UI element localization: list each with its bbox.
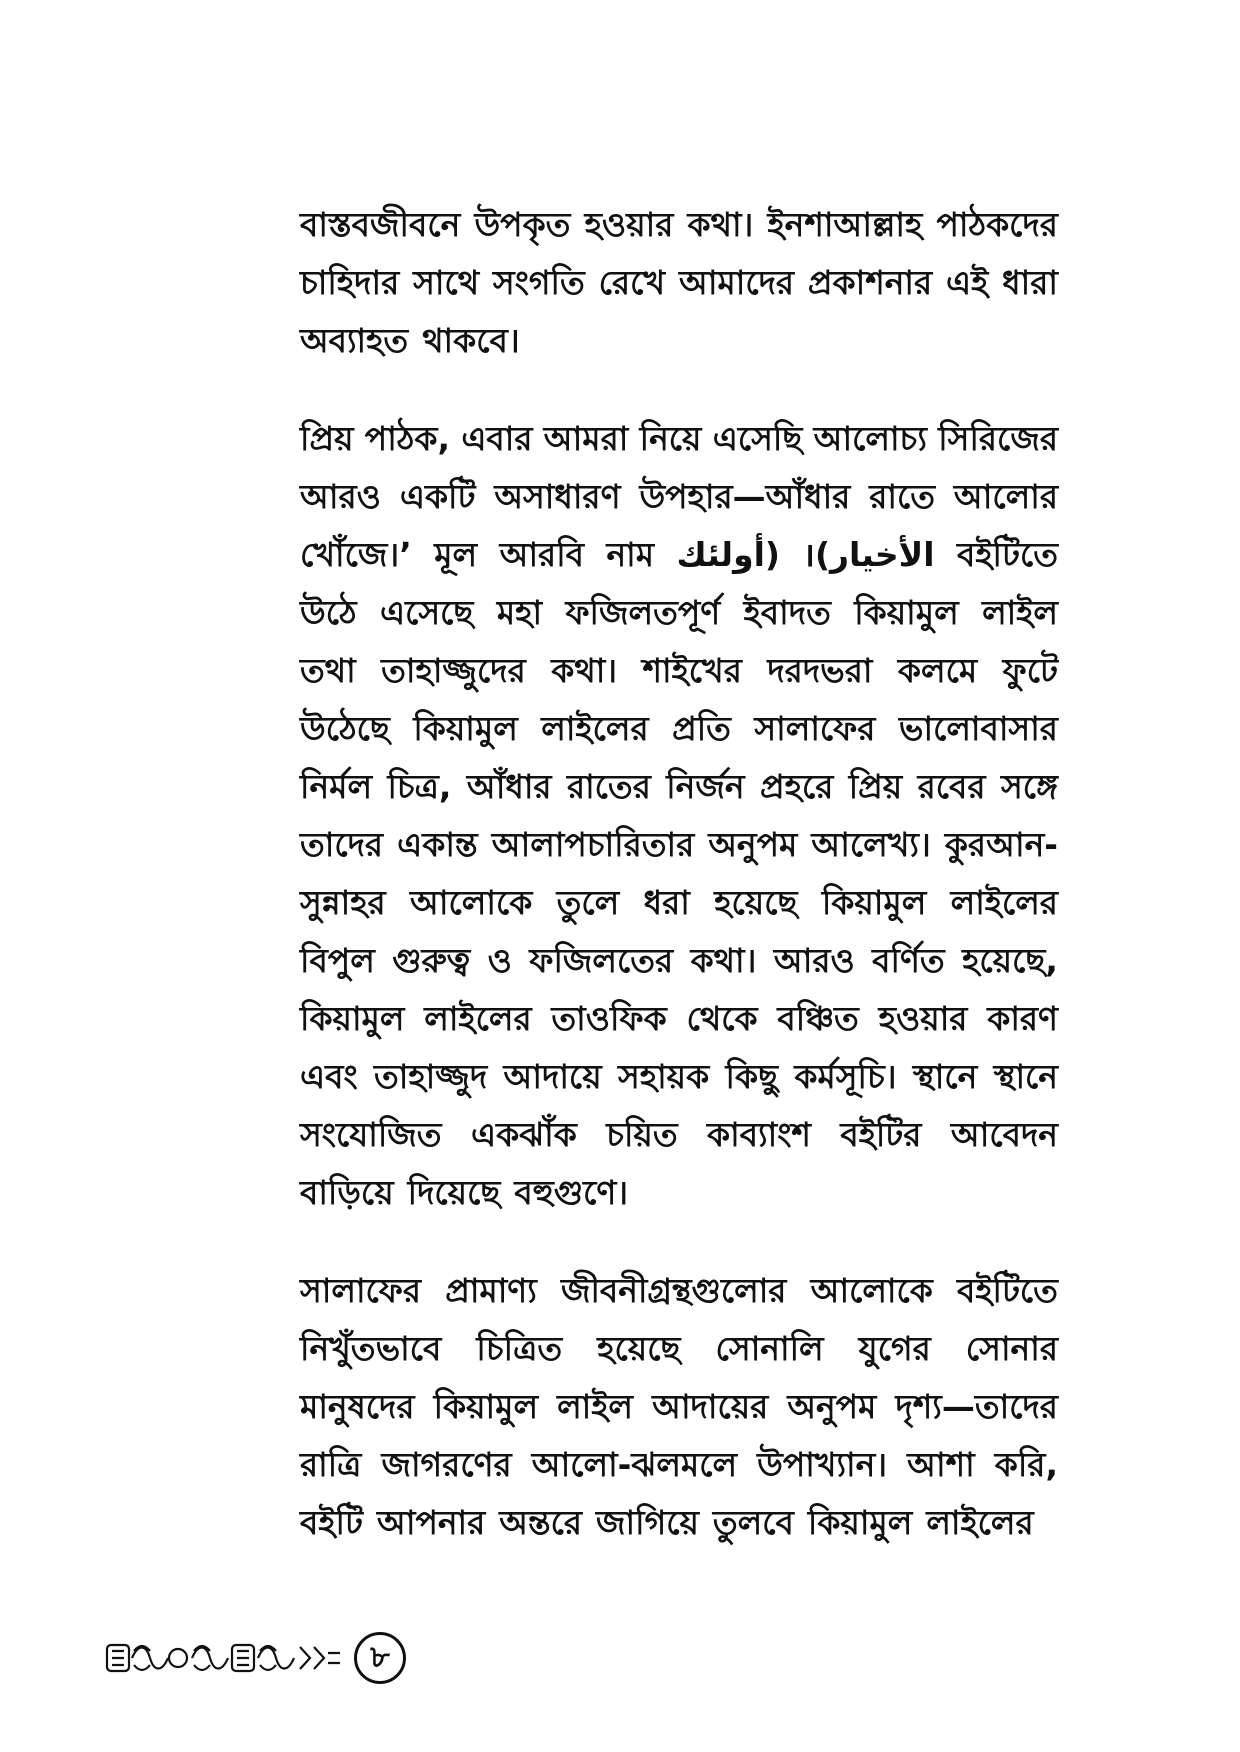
text-line: বিপুল গুরুত্ব ও ফজিলতের কথা। আরও বর্ণিত হয়েছে, xyxy=(300,941,1058,980)
text-line: বাড়িয়ে দিয়েছে বহুগুণে। xyxy=(300,1173,629,1212)
paragraph xyxy=(300,410,1058,1222)
text-line: তথা তাহাজ্জুদের কথা। শাইখের দরদভরা কলমে ফুটে xyxy=(300,651,1058,690)
page-number: ৮ xyxy=(354,1632,406,1684)
text-line: উঠে এসেছে মহা ফজিলতপূর্ণ ইবাদত কিয়ামুল লাইল xyxy=(300,593,1058,632)
text-line: নিখুঁতভাবে চিত্রিত হয়েছে সোনালি যুগের সোনার xyxy=(300,1329,1058,1368)
text-line: তাদের একান্ত আলাপচারিতার অনুপম আলেখ্য। কুরআন- xyxy=(300,825,1058,864)
text-line: কিয়ামুল লাইলের তাওফিক থেকে বঞ্চিত হওয়ার কারণ xyxy=(300,999,1058,1038)
text-line: মানুষদের কিয়ামুল লাইল আদায়ের অনুপম দৃশ্য—তাদের xyxy=(300,1387,1058,1426)
page-footer xyxy=(104,1630,406,1686)
paragraph xyxy=(300,196,1058,370)
text-line: খোঁজে।’ মূল আরবি নাম (أولئك الأخيار)। বইটিতে xyxy=(300,535,1058,574)
text-line: সংযোজিত একঝাঁক চয়িত কাব্যাংশ বইটির আবেদন xyxy=(300,1115,1058,1154)
text-line: চাহিদার সাথে সংগতি রেখে আমাদের প্রকাশনার এই ধারা xyxy=(300,263,1058,302)
text-line: বইটি আপনার অন্তরে জাগিয়ে তুলবে কিয়ামুল লাইলের xyxy=(300,1503,1034,1542)
paragraph xyxy=(300,1262,1058,1552)
text-line: আরও একটি অসাধারণ উপহার—আঁধার রাতে আলোর xyxy=(300,477,1058,516)
text-line: সুন্নাহর আলোকে তুলে ধরা হয়েছে কিয়ামুল লাইলের xyxy=(300,883,1058,922)
text-line: নির্মল চিত্র, আঁধার রাতের নির্জন প্রহরে প্রিয় রবের সঙ্গে xyxy=(300,767,1058,806)
text-line: অব্যাহত থাকবে। xyxy=(300,321,520,360)
text-line: উঠেছে কিয়ামুল লাইলের প্রতি সালাফের ভালোবাসার xyxy=(300,709,1058,748)
text-line: এবং তাহাজ্জুদ আদায়ে সহায়ক কিছু কর্মসূচি। স্থানে স্থানে xyxy=(300,1057,1058,1096)
text-line: বাস্তবজীবনে উপকৃত হওয়ার কথা। ইনশাআল্লাহ পাঠকদের xyxy=(300,205,1058,244)
body-text xyxy=(300,196,1058,1592)
text-line: সালাফের প্রামাণ্য জীবনীগ্রন্থগুলোর আলোকে বইটিতে xyxy=(300,1271,1058,1310)
decorative-border-ornament-icon xyxy=(104,1633,344,1683)
text-line: রাত্রি জাগরণের আলো-ঝলমলে উপাখ্যান। আশা করি, xyxy=(300,1445,1058,1484)
text-line: প্রিয় পাঠক, এবার আমরা নিয়ে এসেছি আলোচ্য সিরিজের xyxy=(300,419,1058,458)
